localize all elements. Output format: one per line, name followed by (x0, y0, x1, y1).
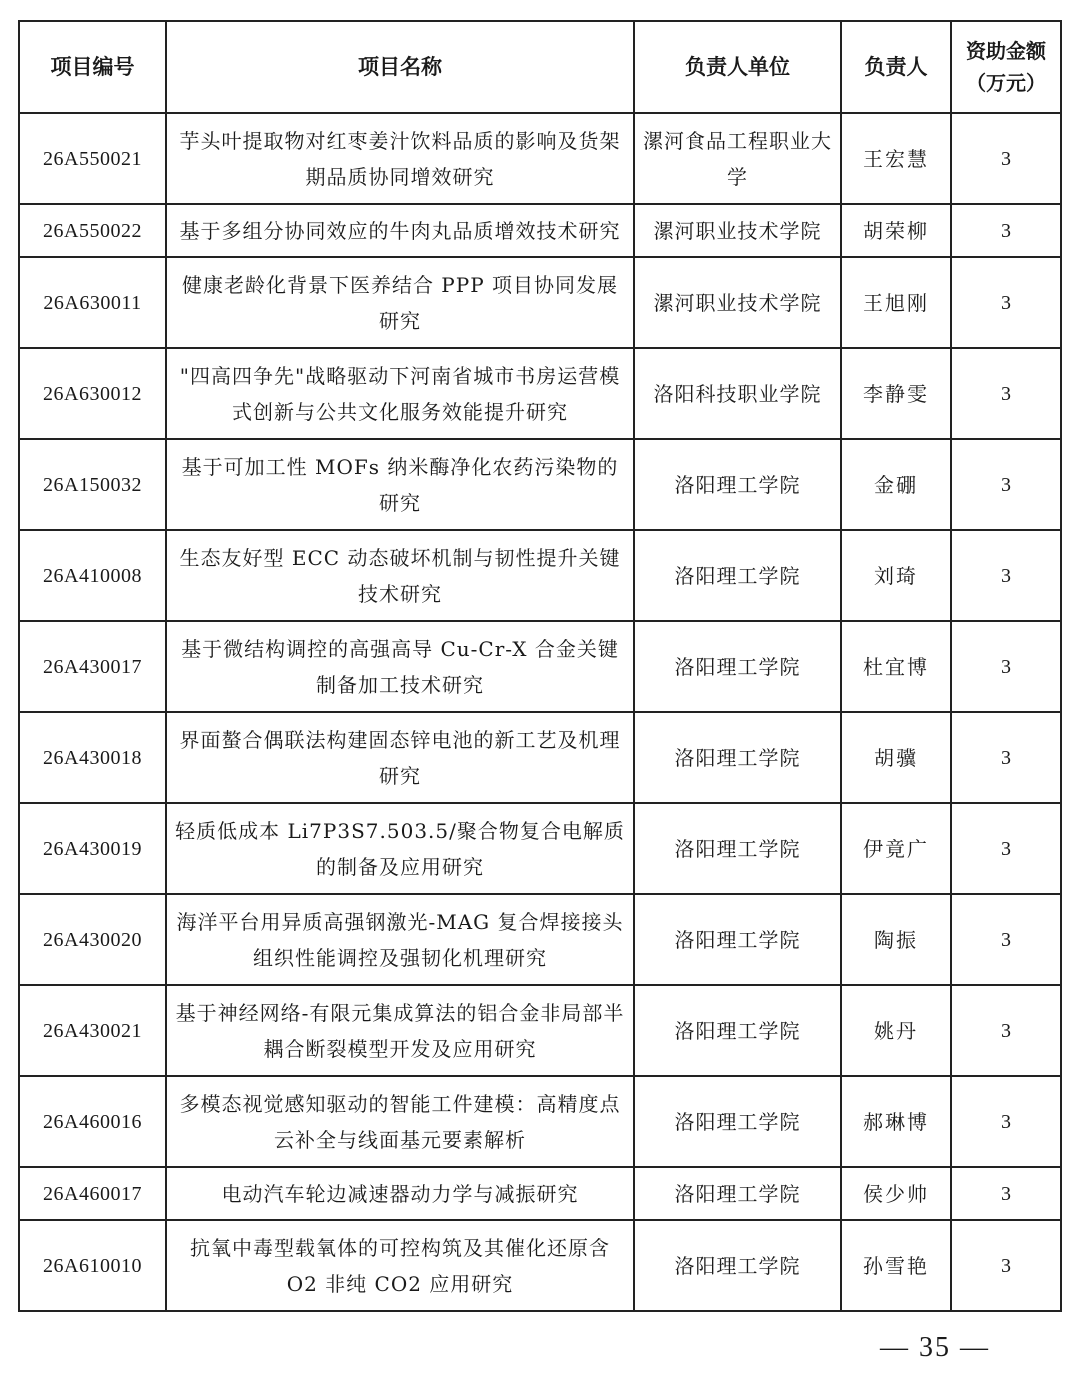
project-name: 健康老龄化背景下医养结合 PPP 项目协同发展研究 (166, 257, 634, 348)
header-project-name: 项目名称 (166, 21, 634, 113)
funding-amount: 3 (951, 894, 1061, 985)
project-code: 26A460017 (19, 1167, 166, 1220)
project-name: 芋头叶提取物对红枣姜汁饮料品质的影响及货架期品质协同增效研究 (166, 113, 634, 204)
funding-amount: 3 (951, 1220, 1061, 1311)
project-code: 26A460016 (19, 1076, 166, 1167)
lead-unit: 洛阳理工学院 (634, 621, 841, 712)
header-project-code: 项目编号 (19, 21, 166, 113)
table-row (19, 113, 1061, 204)
page-number: — 35 — (880, 1332, 990, 1363)
table-row (19, 204, 1061, 257)
table-row (19, 985, 1061, 1076)
project-name: 界面螯合偶联法构建固态锌电池的新工艺及机理研究 (166, 712, 634, 803)
project-name: 轻质低成本 Li7P3S7.503.5/聚合物复合电解质的制备及应用研究 (166, 803, 634, 894)
table-row (19, 1167, 1061, 1220)
project-table (18, 20, 1062, 1312)
lead-person: 李静雯 (841, 348, 951, 439)
lead-person: 郝琳博 (841, 1076, 951, 1167)
table-row (19, 1220, 1061, 1311)
lead-unit: 洛阳理工学院 (634, 712, 841, 803)
table-row (19, 803, 1061, 894)
funding-amount: 3 (951, 1167, 1061, 1220)
lead-person: 侯少帅 (841, 1167, 951, 1220)
table-row (19, 1076, 1061, 1167)
table-row (19, 257, 1061, 348)
funding-amount: 3 (951, 257, 1061, 348)
lead-person: 伊竟广 (841, 803, 951, 894)
lead-person: 金硼 (841, 439, 951, 530)
project-code: 26A610010 (19, 1220, 166, 1311)
project-name: "四高四争先"战略驱动下河南省城市书房运营模式创新与公共文化服务效能提升研究 (166, 348, 634, 439)
funding-amount: 3 (951, 204, 1061, 257)
project-code: 26A550022 (19, 204, 166, 257)
header-funding-amount: 资助金额（万元） (951, 21, 1061, 113)
project-code: 26A430020 (19, 894, 166, 985)
funding-amount: 3 (951, 621, 1061, 712)
table-row (19, 439, 1061, 530)
project-code: 26A430019 (19, 803, 166, 894)
project-code: 26A430021 (19, 985, 166, 1076)
lead-person: 胡荣柳 (841, 204, 951, 257)
funding-amount: 3 (951, 985, 1061, 1076)
project-name: 基于可加工性 MOFs 纳米酶净化农药污染物的研究 (166, 439, 634, 530)
header-lead-person: 负责人 (841, 21, 951, 113)
lead-unit: 洛阳理工学院 (634, 1220, 841, 1311)
lead-unit: 洛阳理工学院 (634, 985, 841, 1076)
lead-person: 王旭刚 (841, 257, 951, 348)
funding-amount: 3 (951, 803, 1061, 894)
project-code: 26A430017 (19, 621, 166, 712)
lead-person: 姚丹 (841, 985, 951, 1076)
table-row (19, 712, 1061, 803)
project-name: 电动汽车轮边减速器动力学与减振研究 (166, 1167, 634, 1220)
funding-amount: 3 (951, 348, 1061, 439)
lead-unit: 洛阳理工学院 (634, 1076, 841, 1167)
funding-amount: 3 (951, 530, 1061, 621)
lead-unit: 洛阳理工学院 (634, 530, 841, 621)
table-row (19, 621, 1061, 712)
lead-person: 刘琦 (841, 530, 951, 621)
lead-person: 孙雪艳 (841, 1220, 951, 1311)
project-code: 26A150032 (19, 439, 166, 530)
project-name: 多模态视觉感知驱动的智能工件建模：高精度点云补全与线面基元要素解析 (166, 1076, 634, 1167)
project-name: 基于神经网络-有限元集成算法的铝合金非局部半耦合断裂模型开发及应用研究 (166, 985, 634, 1076)
table-row (19, 894, 1061, 985)
table-row (19, 348, 1061, 439)
project-name: 基于多组分协同效应的牛肉丸品质增效技术研究 (166, 204, 634, 257)
project-code: 26A550021 (19, 113, 166, 204)
lead-unit: 洛阳理工学院 (634, 803, 841, 894)
project-code: 26A630012 (19, 348, 166, 439)
lead-unit: 漯河职业技术学院 (634, 257, 841, 348)
project-name: 生态友好型 ECC 动态破坏机制与韧性提升关键技术研究 (166, 530, 634, 621)
project-name: 基于微结构调控的高强高导 Cu-Cr-X 合金关键制备加工技术研究 (166, 621, 634, 712)
lead-unit: 漯河食品工程职业大学 (634, 113, 841, 204)
project-name: 海洋平台用异质高强钢激光-MAG 复合焊接接头组织性能调控及强韧化机理研究 (166, 894, 634, 985)
funding-amount: 3 (951, 113, 1061, 204)
project-name: 抗氧中毒型载氧体的可控构筑及其催化还原含 O2 非纯 CO2 应用研究 (166, 1220, 634, 1311)
project-code: 26A430018 (19, 712, 166, 803)
lead-unit: 洛阳科技职业学院 (634, 348, 841, 439)
lead-person: 杜宜博 (841, 621, 951, 712)
lead-unit: 洛阳理工学院 (634, 894, 841, 985)
project-code: 26A630011 (19, 257, 166, 348)
table-row (19, 530, 1061, 621)
lead-unit: 漯河职业技术学院 (634, 204, 841, 257)
funding-amount: 3 (951, 439, 1061, 530)
funding-amount: 3 (951, 1076, 1061, 1167)
funding-amount: 3 (951, 712, 1061, 803)
table-header-row (19, 21, 1061, 113)
project-code: 26A410008 (19, 530, 166, 621)
lead-unit: 洛阳理工学院 (634, 439, 841, 530)
lead-person: 陶振 (841, 894, 951, 985)
lead-person: 王宏慧 (841, 113, 951, 204)
lead-unit: 洛阳理工学院 (634, 1167, 841, 1220)
lead-person: 胡骥 (841, 712, 951, 803)
header-lead-unit: 负责人单位 (634, 21, 841, 113)
